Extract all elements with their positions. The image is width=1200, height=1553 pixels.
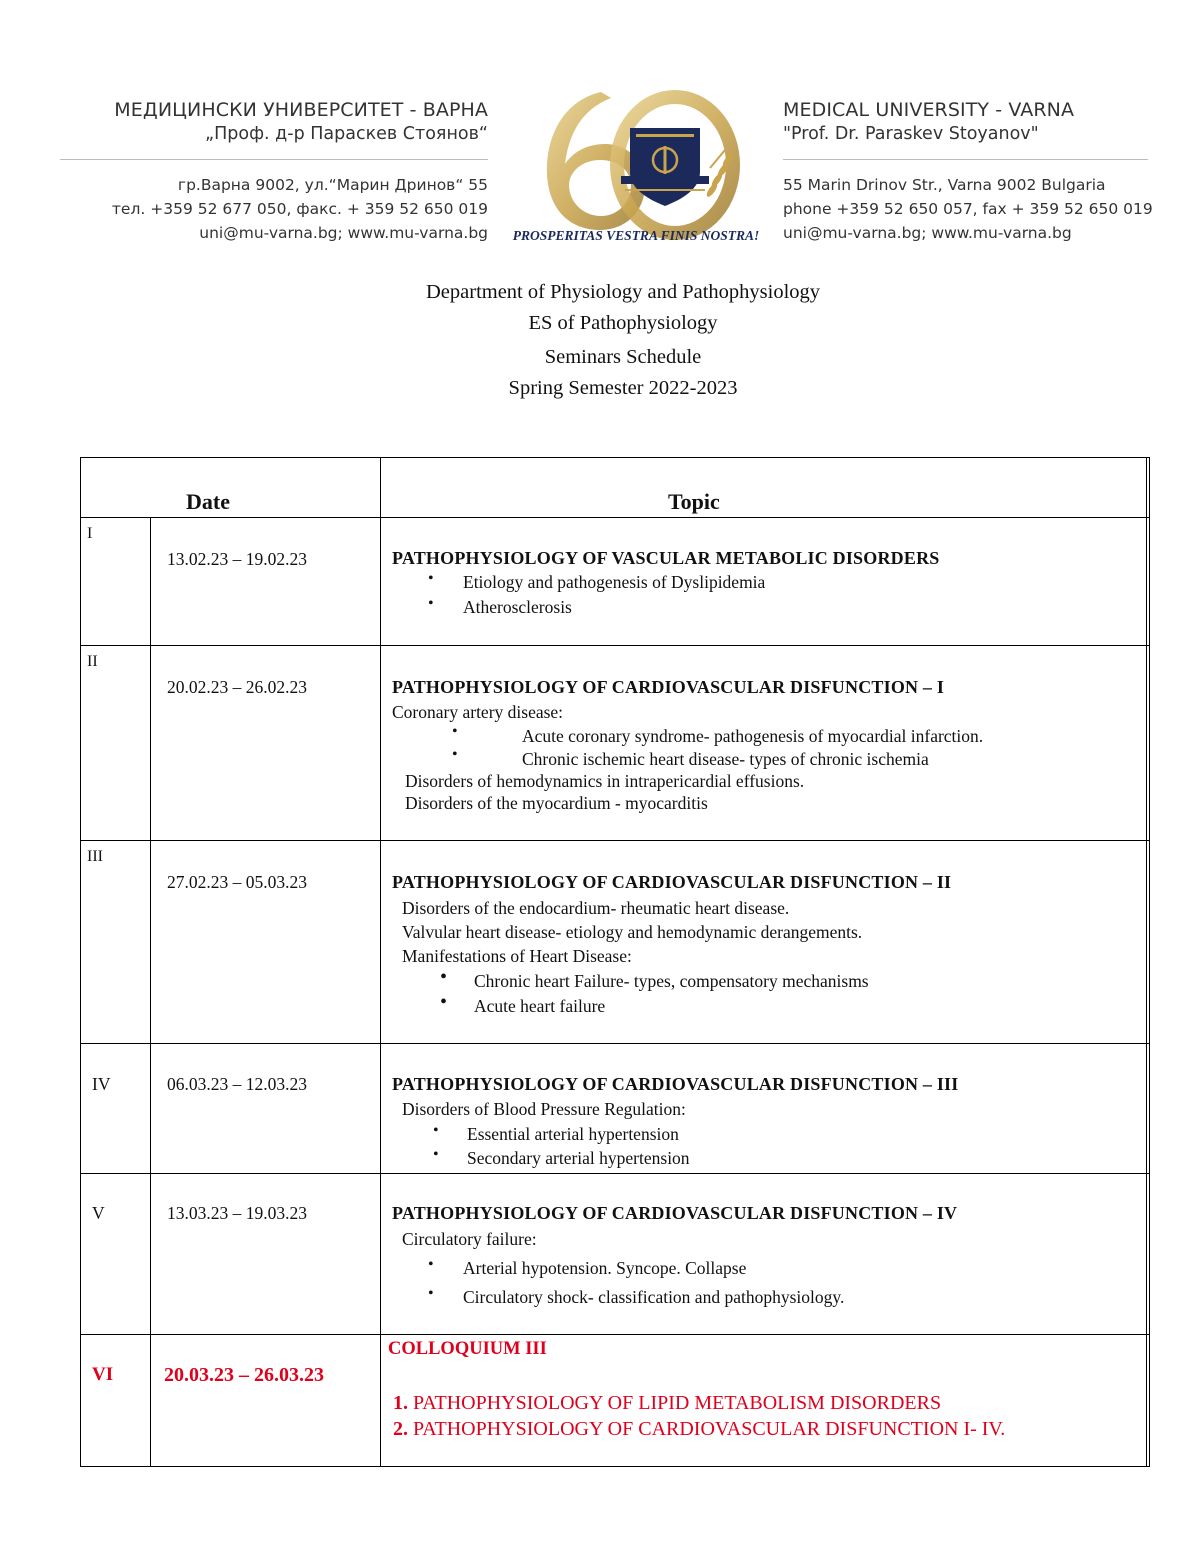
university-patron-en: "Prof. Dr. Paraskev Stoyanov" <box>783 124 1039 144</box>
topic-line: Etiology and pathogenesis of Dyslipidemia <box>463 572 766 592</box>
address-en: 55 Marin Drinov Str., Varna 9002 Bulgaria <box>783 176 1106 194</box>
row-number: VI <box>92 1364 114 1385</box>
header-date: Date <box>186 489 230 514</box>
table-border-right <box>1146 457 1147 1467</box>
row-date: 27.02.23 – 05.03.23 <box>167 872 307 892</box>
university-patron-bg: „Проф. д-р Параскев Стоянов“ <box>205 124 488 144</box>
topic-line: Atherosclerosis <box>463 597 572 617</box>
schedule-title: Seminars Schedule <box>544 346 702 368</box>
topic-line: Essential arterial hypertension <box>467 1124 679 1144</box>
header-right-rule <box>783 159 1148 160</box>
row-topic-title: PATHOPHYSIOLOGY OF CARDIOVASCULAR DISFUNCTION – III <box>392 1074 959 1094</box>
topic-line: Manifestations of Heart Disease: <box>402 946 632 966</box>
table-row-divider <box>80 517 1150 518</box>
web-en: uni@mu-varna.bg; www.mu-varna.bg <box>783 224 1072 242</box>
table-col-divider <box>380 457 381 1467</box>
anniversary-60-emblem-icon <box>505 80 767 250</box>
topic-line: Circulatory failure: <box>402 1229 537 1249</box>
topic-line: Disorders of Blood Pressure Regulation: <box>402 1099 686 1119</box>
bullet-icon: • <box>452 746 458 763</box>
bullet-icon: • <box>440 966 448 988</box>
topic-line: Circulatory shock- classification and pathophysiology. <box>463 1287 845 1307</box>
bullet-icon: • <box>433 1146 439 1163</box>
document-titles <box>0 277 1200 404</box>
row-date: 13.03.23 – 19.03.23 <box>167 1203 307 1223</box>
row-topic-title: PATHOPHYSIOLOGY OF VASCULAR METABOLIC DISORDERS <box>392 548 940 568</box>
topic-line: Valvular heart disease- etiology and hemodynamic derangements. <box>402 922 863 942</box>
table-border-left <box>80 457 81 1467</box>
colloquium-item-text: PATHOPHYSIOLOGY OF CARDIOVASCULAR DISFUNCTION I- IV. <box>413 1418 1006 1440</box>
phone-bg: тел. +359 52 677 050, факс. + 359 52 650 019 <box>111 200 488 218</box>
header-left-block <box>60 98 488 146</box>
colloquium-item <box>393 1391 941 1415</box>
table-row-divider <box>80 840 1150 841</box>
bullet-icon: • <box>433 1122 439 1139</box>
colloquium-item-number: 2. <box>393 1418 408 1440</box>
address-bg: гр.Варна 9002, ул.“Марин Дринов“ 55 <box>177 176 488 194</box>
topic-line: Secondary arterial hypertension <box>467 1148 690 1168</box>
topic-line: Acute heart failure <box>474 996 606 1016</box>
semester-title: Spring Semester 2022-2023 <box>508 377 738 399</box>
phone-en: phone +359 52 650 057, fax + 359 52 650 019 <box>783 200 1153 218</box>
header-right-block <box>783 98 1153 146</box>
logo-motto: PROSPERITAS VESTRA FINIS NOSTRA! <box>512 228 760 243</box>
row-number: II <box>87 653 98 670</box>
colloquium-item-text: PATHOPHYSIOLOGY OF LIPID METABOLISM DISORDERS <box>413 1392 942 1414</box>
topic-line: Chronic ischemic heart disease- types of chronic ischemia <box>522 749 929 769</box>
table-row-divider <box>80 1043 1150 1044</box>
header-left-rule <box>60 159 488 160</box>
header-right-contacts <box>783 173 1163 245</box>
row-date: 13.02.23 – 19.02.23 <box>167 549 307 569</box>
header-left-contacts <box>60 173 488 245</box>
bullet-icon: • <box>428 570 434 587</box>
table-row-divider <box>80 1173 1150 1174</box>
table-row-divider <box>80 645 1150 646</box>
colloquium-item <box>393 1417 1005 1441</box>
table-border-top <box>80 457 1150 458</box>
row-topic-title: PATHOPHYSIOLOGY OF CARDIOVASCULAR DISFUNCTION – II <box>392 872 952 892</box>
row-number: III <box>87 848 103 865</box>
university-name-en: MEDICAL UNIVERSITY - VARNA <box>783 99 1075 121</box>
table-col-divider <box>150 517 151 1467</box>
web-bg: uni@mu-varna.bg; www.mu-varna.bg <box>199 224 488 242</box>
table-border-right-double <box>1149 457 1150 1467</box>
department-title: Department of Physiology and Pathophysiology <box>425 281 821 303</box>
topic-line: Chronic heart Failure- types, compensatory mechanisms <box>474 971 869 991</box>
topic-line: Disorders of the endocardium- rheumatic heart disease. <box>402 898 790 918</box>
row-date: 20.02.23 – 26.02.23 <box>167 677 307 697</box>
bullet-icon: • <box>428 1285 434 1302</box>
university-name-bg: МЕДИЦИНСКИ УНИВЕРСИТЕТ - ВАРНА <box>114 99 488 121</box>
topic-line: Arterial hypotension. Syncope. Collapse <box>463 1258 747 1278</box>
row-topic-title: PATHOPHYSIOLOGY OF CARDIOVASCULAR DISFUNCTION – IV <box>392 1203 958 1223</box>
row-date: 06.03.23 – 12.03.23 <box>167 1074 307 1094</box>
colloquium-title: COLLOQUIUM III <box>388 1339 547 1359</box>
bullet-icon: • <box>428 595 434 612</box>
row-topic-title: PATHOPHYSIOLOGY OF CARDIOVASCULAR DISFUNCTION – I <box>392 677 945 697</box>
row-number: I <box>87 525 93 542</box>
bullet-icon: • <box>452 723 458 740</box>
es-title: ES of Pathophysiology <box>528 312 718 334</box>
topic-line: Disorders of the myocardium - myocarditis <box>405 793 708 813</box>
header-topic: Topic <box>668 489 720 514</box>
row-date: 20.03.23 – 26.03.23 <box>164 1364 324 1386</box>
topic-line: Acute coronary syndrome- pathogenesis of myocardial infarction. <box>522 726 984 746</box>
row-number: V <box>92 1203 105 1223</box>
table-row-divider <box>80 1334 1150 1335</box>
row-number: IV <box>92 1074 111 1094</box>
bullet-icon: • <box>428 1256 434 1273</box>
topic-line: Coronary artery disease: <box>392 702 564 722</box>
topic-line: Disorders of hemodynamics in intrapericardial effusions. <box>405 771 805 791</box>
bullet-icon: • <box>440 991 448 1013</box>
colloquium-item-number: 1. <box>393 1392 408 1414</box>
table-border-bottom <box>80 1466 1150 1467</box>
university-logo <box>505 80 767 250</box>
